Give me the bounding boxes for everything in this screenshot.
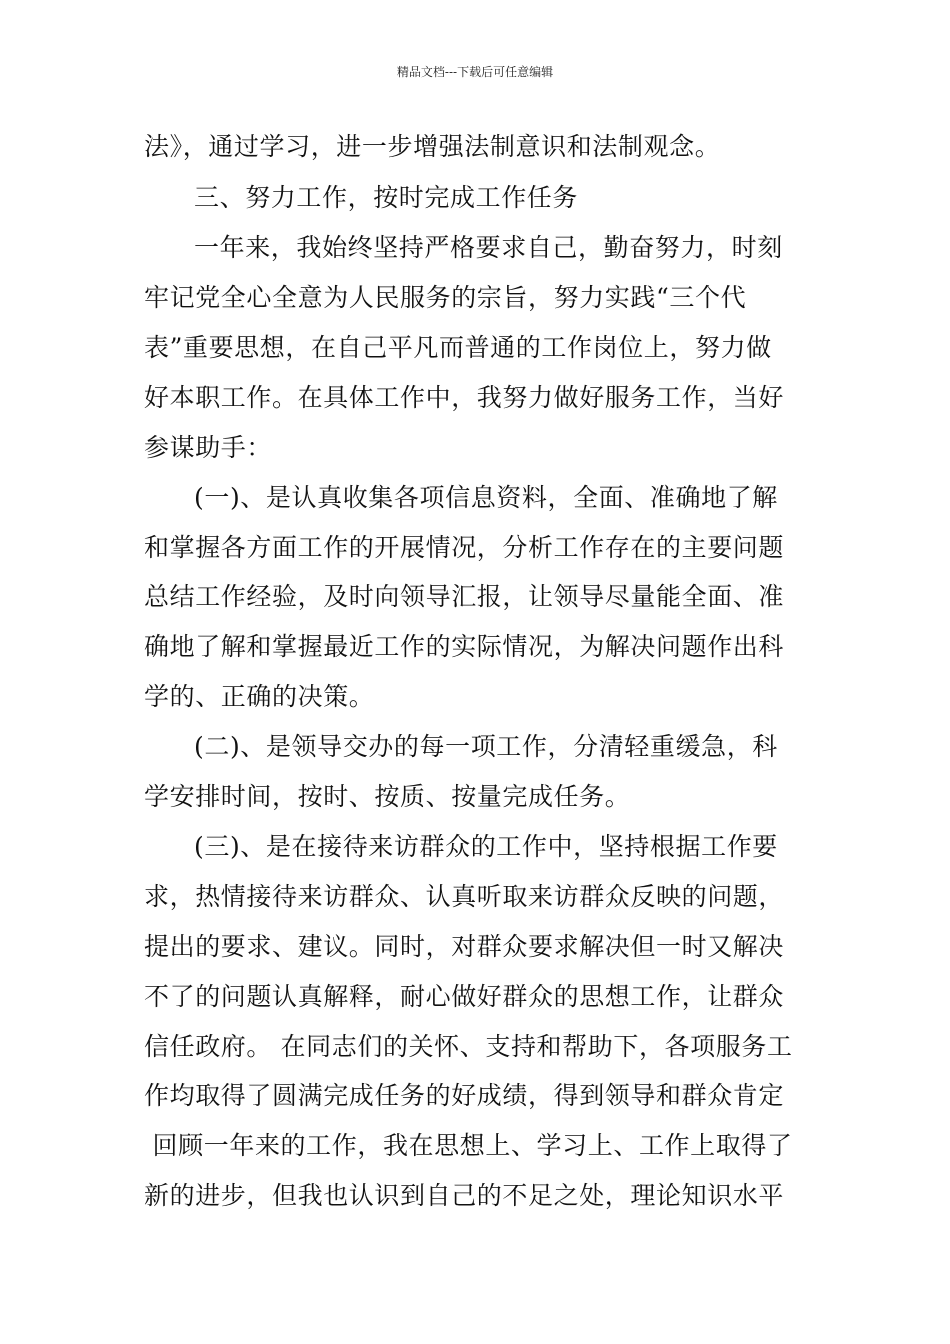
- text-line: 和掌握各方面工作的开展情况，分析工作存在的主要问题: [144, 533, 785, 562]
- text-line: 一年来，我始终坚持严格要求自己，勤奋努力，时刻: [194, 233, 783, 262]
- text-line: 确地了解和掌握最近工作的实际情况，为解决问题作出科: [144, 632, 785, 661]
- section-heading: 三、努力工作，按时完成工作任务: [194, 183, 579, 212]
- text-line: 学安排时间，按时、按质、按量完成任务。: [144, 782, 631, 811]
- text-line: 总结工作经验，及时向领导汇报，让领导尽量能全面、准: [144, 582, 785, 611]
- text-line: 求，热情接待来访群众、认真听取来访群众反映的问题，: [144, 882, 785, 911]
- text-line: 法》，通过学习，进一步增强法制意识和法制观念。: [144, 132, 721, 161]
- text-line: 新的进步，但我也认识到自己的不足之处，理论知识水平: [144, 1181, 785, 1210]
- page-header: 精品文档---下载后可任意编辑: [396, 65, 554, 79]
- text-line: 回顾一年来的工作，我在思想上、学习上、工作上取得了: [144, 1131, 793, 1160]
- text-line: 提出的要求、建议。同时，对群众要求解决但一时又解决: [144, 932, 785, 961]
- text-line: 牢记党全心全意为人民服务的宗旨，努力实践“三个代: [144, 283, 747, 312]
- text-line: 不了的问题认真解释，耐心做好群众的思想工作，让群众: [144, 982, 785, 1011]
- text-line: 表”重要思想，在自己平凡而普通的工作岗位上，努力做: [144, 333, 772, 362]
- text-line: 信任政府。 在同志们的关怀、支持和帮助下，各项服务工: [144, 1032, 793, 1061]
- text-line: (三)、是在接待来访群众的工作中，坚持根据工作要: [194, 832, 778, 861]
- text-line: (一)、是认真收集各项信息资料，全面、准确地了解: [194, 483, 778, 512]
- text-line: 学的、正确的决策。: [144, 682, 375, 711]
- text-line: 好本职工作。在具体工作中，我努力做好服务工作，当好: [144, 383, 785, 412]
- text-line: (二)、是领导交办的每一项工作，分清轻重缓急，科: [194, 732, 778, 761]
- text-line: 作均取得了圆满完成任务的好成绩，得到领导和群众肯定: [144, 1081, 785, 1110]
- text-line: 参谋助手：: [144, 433, 273, 462]
